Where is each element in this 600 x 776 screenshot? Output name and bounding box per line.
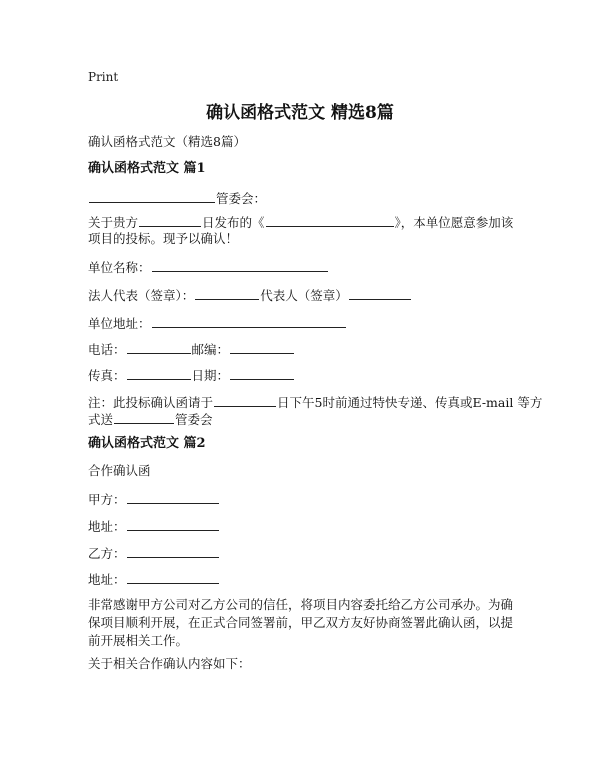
date-field-blank (230, 366, 294, 380)
fax-blank (127, 366, 191, 380)
unit-address-label: 单位地址： (88, 316, 151, 331)
note-text-a: 注：此投标确认函请于 (88, 395, 214, 410)
addressee-line (88, 189, 266, 207)
unit-address-line (88, 314, 347, 332)
unit-address-blank (152, 314, 346, 328)
phone-blank (127, 340, 191, 354)
note-text-b: 日下午5时前通过特快专递、传真或E-mail 等方 (277, 395, 543, 410)
note-text-c: 式送 (88, 412, 114, 427)
address1-label: 地址： (88, 519, 126, 534)
coop-body: 非常感谢甲方公司对乙方公司的信任，将项目内容委托给乙方公司承办。为确保项目顺利开展，在正式合同签署前，甲乙双方友好协商签署此确认函，以提前开展相关工作。 (88, 597, 514, 648)
legal-rep-blank (195, 286, 259, 300)
section1-heading: 确认函格式范文 篇1 (88, 161, 206, 176)
coop-title: 合作确认函 (88, 463, 151, 478)
address2-blank (127, 570, 219, 584)
note-text-d: 管委会 (175, 412, 213, 427)
date-label: 日期： (191, 368, 230, 383)
note-line2 (88, 410, 213, 428)
phone-line (88, 340, 295, 358)
party-a-line (88, 490, 220, 508)
party-b-blank (127, 544, 219, 558)
note-line1 (88, 393, 542, 411)
fax-label: 传真： (88, 368, 126, 383)
rep-blank (349, 286, 411, 300)
coop-closing: 关于相关合作确认内容如下： (88, 656, 251, 671)
section2-heading: 确认函格式范文 篇2 (88, 436, 206, 451)
note-dest-blank (114, 410, 174, 424)
rep-line (88, 286, 412, 304)
page-title: 确认函格式范文 精选8篇 (206, 103, 394, 123)
unit-name-label: 单位名称： (88, 260, 151, 275)
unit-name-blank (152, 258, 328, 272)
party-a-label: 甲方： (88, 492, 126, 507)
subtitle: 确认函格式范文（精选8篇） (88, 134, 246, 149)
legal-rep-label: 法人代表（签章）： (88, 288, 195, 303)
postcode-blank (230, 340, 294, 354)
para1-text-c: 》，本单位愿意参加该 (394, 215, 514, 230)
address2-label: 地址： (88, 572, 126, 587)
date-blank (139, 213, 201, 227)
para1-line1 (88, 213, 513, 231)
note-date-blank (214, 393, 276, 407)
fax-line (88, 366, 295, 384)
address1-blank (127, 517, 219, 531)
address1-line (88, 517, 220, 535)
project-blank (266, 213, 394, 227)
rep-label: 代表人（签章） (260, 288, 348, 303)
unit-name-line (88, 258, 329, 276)
addressee-suffix: 管委会： (216, 191, 267, 206)
party-b-line (88, 544, 220, 562)
addressee-blank (89, 189, 215, 203)
address2-line (88, 570, 220, 588)
phone-label: 电话： (88, 342, 126, 357)
para1-text-b: 日发布的《 (202, 215, 265, 230)
para1-text-a: 关于贵方 (88, 215, 139, 230)
print-label: Print (88, 70, 119, 84)
postcode-label: 邮编： (191, 342, 230, 357)
party-b-label: 乙方： (88, 546, 126, 561)
party-a-blank (127, 490, 219, 504)
para1-line2: 项目的投标。现予以确认！ (88, 231, 239, 246)
